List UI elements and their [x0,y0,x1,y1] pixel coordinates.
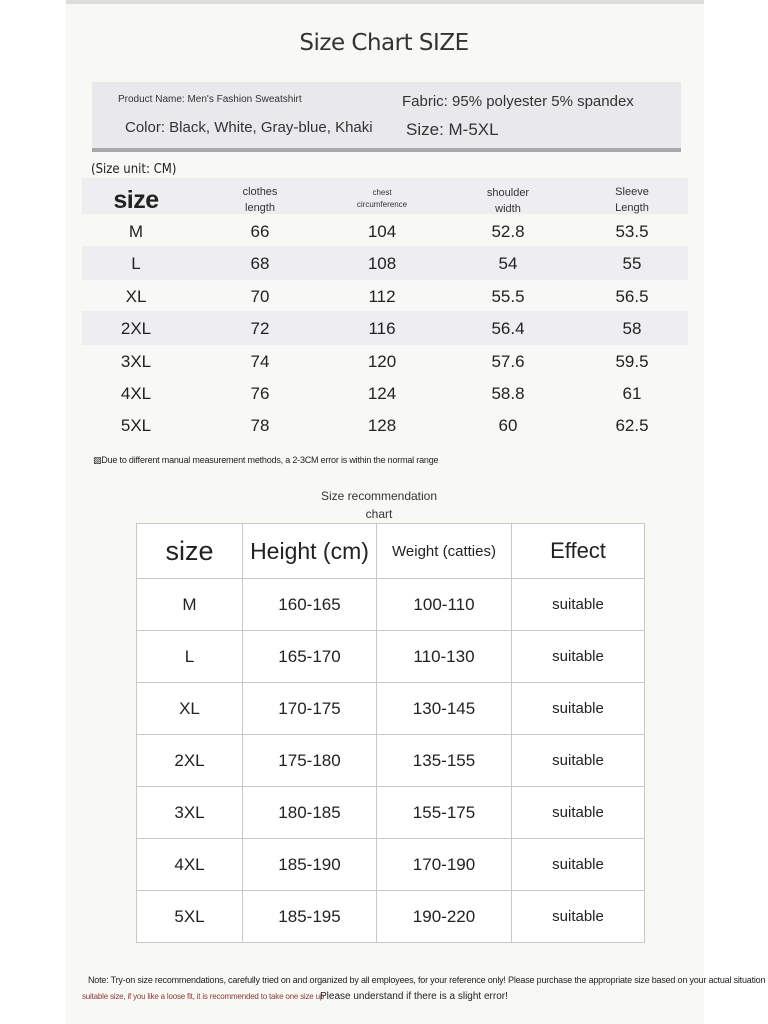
fabric-info: Fabric: 95% polyester 5% spandex [402,93,634,110]
row-clothes-length-cell: 70 [250,287,270,306]
table-row [137,839,645,891]
rec-weight-cell: 130-145 [377,683,512,735]
rec-effect-cell: suitable [512,787,645,839]
header-line: width [495,203,521,215]
rec-weight-cell: 155-175 [377,787,512,839]
rec-size-cell: XL [137,683,243,735]
header-line: shoulder [486,187,530,199]
rec-weight-cell: 170-190 [377,839,512,891]
row-clothes-length-cell: 72 [250,319,270,338]
header-line: circumference [356,200,408,209]
footer-note: Note: Try-on size recommendations, carefully tried on and organized by all employees, for your reference only! Please purchase the appropriate size based on your actual situation [88,975,766,985]
row-shoulder-cell: 56.4 [491,319,525,338]
rec-weight-cell: 190-220 [377,891,512,943]
table-row [137,579,645,631]
row-sleeve-cell: 59.5 [615,352,649,371]
rec-height-cell: 160-165 [243,579,377,631]
rec-weight-cell: 110-130 [377,631,512,683]
row-clothes-length-cell: 68 [250,254,270,273]
recommendation-title [280,487,478,523]
row-size-cell: L [131,254,141,273]
row-shoulder-cell: 55.5 [491,287,525,306]
rec-effect-cell: suitable [512,579,645,631]
header-size: size [113,186,159,214]
header-line: chest [372,188,392,197]
product-name: Product Name: Men's Fashion Sweatshirt [118,94,302,105]
rec-size-cell: 5XL [137,891,243,943]
rec-effect-cell: suitable [512,891,645,943]
table-header-row [137,524,645,579]
row-sleeve-cell: 55 [622,254,642,273]
apology-note: Please understand if there is a slight error! [320,991,508,1002]
row-shoulder-cell: 52.8 [491,222,525,241]
table-row [137,631,645,683]
title-line: chart [365,507,393,521]
row-chest-cell: 120 [367,352,397,371]
row-size-cell: 3XL [120,352,152,371]
loose-fit-note: suitable size, if you like a loose fit, it is recommended to take one size up [82,992,325,1001]
table-row [137,735,645,787]
product-info-box [92,82,681,152]
rec-height-cell: 185-195 [243,891,377,943]
rec-header-weight: Weight (catties) [377,524,512,579]
rec-height-cell: 180-185 [243,787,377,839]
title-line: Size recommendation [320,489,438,503]
rec-effect-cell: suitable [512,631,645,683]
row-shoulder-cell: 57.6 [491,352,525,371]
rec-size-cell: 3XL [137,787,243,839]
row-chest-cell: 116 [368,319,396,338]
header-shoulder [487,185,529,217]
row-chest-cell: 128 [367,416,397,435]
row-clothes-length-cell: 74 [250,352,270,371]
row-chest-cell: 104 [367,222,397,241]
rec-size-cell: 4XL [137,839,243,891]
rec-height-cell: 170-175 [243,683,377,735]
table-row [137,683,645,735]
row-clothes-length-cell: 66 [250,222,270,241]
row-chest-cell: 124 [367,384,397,403]
row-clothes-length-cell: 76 [250,384,270,403]
row-size-cell: 4XL [120,384,152,403]
row-clothes-length-cell: 78 [250,416,270,435]
header-sleeve [615,184,649,216]
header-line: clothes [242,186,278,198]
row-chest-cell: 112 [368,287,396,306]
header-clothes-length [243,184,278,216]
rec-size-cell: M [137,579,243,631]
rec-size-cell: 2XL [137,735,243,787]
size-range-info: Size: M-5XL [406,120,499,139]
row-shoulder-cell: 54 [498,254,518,273]
row-sleeve-cell: 62.5 [615,416,649,435]
size-recommendation-table [136,523,645,943]
header-line: Length [615,202,649,214]
rec-header-height: Height (cm) [243,524,377,579]
row-shoulder-cell: 60 [498,416,518,435]
rec-effect-cell: suitable [512,839,645,891]
header-line: length [245,202,275,214]
header-line: Sleeve [615,186,649,198]
top-divider [66,0,704,4]
rec-effect-cell: suitable [512,735,645,787]
row-sleeve-cell: 61 [622,384,642,403]
table-row [137,891,645,943]
rec-weight-cell: 135-155 [377,735,512,787]
row-size-cell: M [128,222,144,241]
row-chest-cell: 108 [367,254,397,273]
rec-header-effect: Effect [512,524,645,579]
rec-height-cell: 165-170 [243,631,377,683]
size-unit-label: (Size unit: CM) [91,162,177,177]
header-chest [357,187,407,211]
rec-weight-cell: 100-110 [377,579,512,631]
row-shoulder-cell: 58.8 [491,384,525,403]
row-size-cell: XL [125,287,147,306]
color-info: Color: Black, White, Gray-blue, Khaki [125,119,373,136]
rec-header-size: size [137,524,243,579]
measurement-note: ▨Due to different manual measurement methods, a 2-3CM error is within the normal range [93,455,439,465]
rec-size-cell: L [137,631,243,683]
table-row [137,787,645,839]
row-size-cell: 2XL [120,319,152,338]
page-title: Size Chart SIZE [299,30,469,56]
row-size-cell: 5XL [120,416,152,435]
row-sleeve-cell: 58 [622,319,642,338]
rec-height-cell: 185-190 [243,839,377,891]
row-sleeve-cell: 53.5 [615,222,649,241]
rec-effect-cell: suitable [512,683,645,735]
row-sleeve-cell: 56.5 [615,287,649,306]
rec-height-cell: 175-180 [243,735,377,787]
